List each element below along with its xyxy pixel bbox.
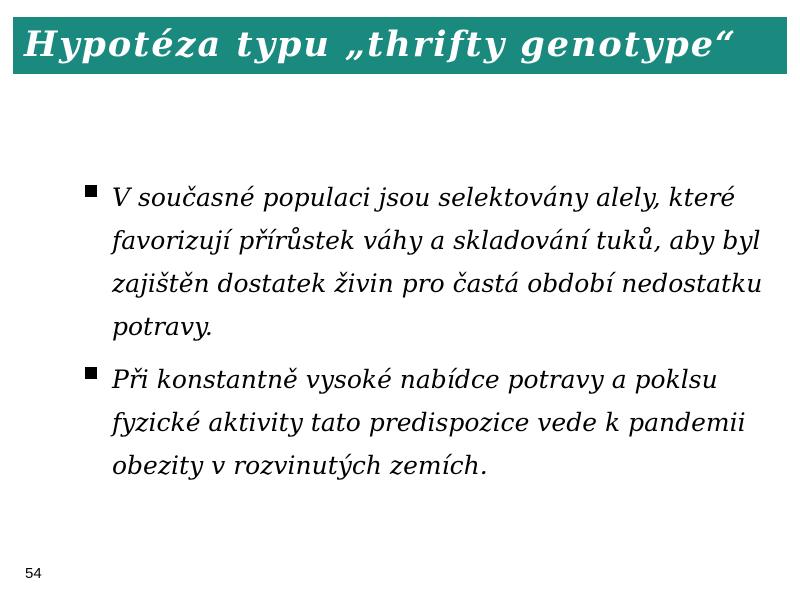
bullet-text: V současné populaci jsou selektovány alely, které favorizují přírůstek váhy a skladování tuků, aby byl zajištěn dostatek živin pro častá období nedostatku potravy. xyxy=(112,183,763,341)
slide-title: Hypotéza typu „thrifty genotype“ xyxy=(24,24,738,65)
title-bar xyxy=(13,17,787,74)
bullet-text: Při konstantně vysoké nabídce potravy a poklsu fyzické aktivity tato predispozice vede k pandemii obezity v rozvinutých zemích. xyxy=(112,365,746,480)
bullet-item xyxy=(82,176,772,348)
square-bullet-icon xyxy=(85,185,97,197)
bullet-item xyxy=(82,358,772,487)
bullet-list xyxy=(82,176,772,497)
page-number: 54 xyxy=(25,565,42,582)
square-bullet-icon xyxy=(85,367,97,379)
